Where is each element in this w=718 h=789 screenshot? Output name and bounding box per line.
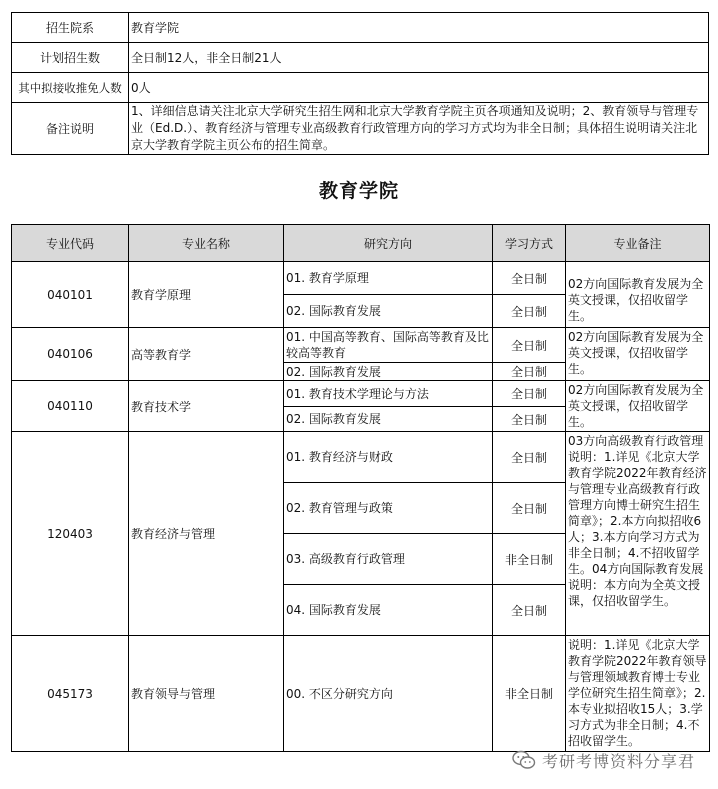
study-mode: 非全日制 (493, 534, 566, 585)
direction: 02. 教育管理与政策 (284, 483, 493, 534)
study-mode: 全日制 (493, 328, 566, 363)
direction: 03. 高级教育行政管理 (284, 534, 493, 585)
study-mode: 全日制 (493, 262, 566, 295)
info-row (12, 103, 709, 155)
major-code: 120403 (12, 432, 129, 636)
study-mode: 全日制 (493, 363, 566, 381)
info-value: 0人 (129, 73, 709, 103)
study-mode: 全日制 (493, 381, 566, 407)
study-mode: 非全日制 (493, 636, 566, 752)
major-code: 040101 (12, 262, 129, 328)
major-code: 045173 (12, 636, 129, 752)
major-note: 03方向高级教育行政管理说明：1.详见《北京大学教育学院2022年教育经济与管理专业高级教育行政管理方向博士研究生招生简章》；2.本方向拟招收6人；3.本方向学习方式为非全日制；4.不招收留学生。04方向国际教育发展说明：本方向为全英文授课，仅招收留学生。 (566, 432, 710, 636)
info-row (12, 73, 709, 103)
major-note: 02方向国际教育发展为全英文授课，仅招收留学生。 (566, 262, 710, 328)
direction: 01. 教育技术学理论与方法 (284, 381, 493, 407)
wechat-icon (512, 750, 536, 770)
info-table (11, 12, 709, 155)
info-label: 招生院系 (12, 13, 129, 43)
info-row (12, 13, 709, 43)
header-study-mode: 学习方式 (493, 225, 566, 262)
remark-text: 1、详细信息请关注北京大学研究生招生网和北京大学教育学院主页各项通知及说明；2、教育领导与管理专业（Ed.D.）、教育经济与管理专业高级教育行政管理方向的学习方式均为非全日制；具体招生说明请关注北京大学教育学院主页公布的招生简章。 (129, 103, 709, 155)
study-mode: 全日制 (493, 432, 566, 483)
header-major-note: 专业备注 (566, 225, 710, 262)
table-row (12, 381, 710, 407)
major-code: 040106 (12, 328, 129, 381)
study-mode: 全日制 (493, 295, 566, 328)
info-value: 教育学院 (129, 13, 709, 43)
major-note: 说明：1.详见《北京大学教育学院2022年教育领导与管理领域教育博士专业学位研究生招生简章》；2.本专业拟招收15人；3.学习方式为非全日制；4.不招收留学生。 (566, 636, 710, 752)
direction: 00. 不区分研究方向 (284, 636, 493, 752)
section-title: 教育学院 (318, 180, 399, 202)
info-label: 其中拟接收推免人数 (12, 73, 129, 103)
study-mode: 全日制 (493, 483, 566, 534)
table-row (12, 636, 710, 752)
direction: 02. 国际教育发展 (284, 295, 493, 328)
study-mode: 全日制 (493, 407, 566, 432)
major-name: 教育技术学 (129, 381, 284, 432)
watermark (512, 746, 695, 774)
info-value: 全日制12人，非全日制21人 (129, 43, 709, 73)
major-name: 教育学原理 (129, 262, 284, 328)
info-label: 备注说明 (12, 103, 129, 155)
major-name: 教育领导与管理 (129, 636, 284, 752)
table-row (12, 262, 710, 295)
direction: 02. 国际教育发展 (284, 407, 493, 432)
direction: 04. 国际教育发展 (284, 585, 493, 636)
major-table (11, 224, 710, 752)
major-note: 02方向国际教育发展为全英文授课，仅招收留学生。 (566, 328, 710, 381)
header-major-code: 专业代码 (12, 225, 129, 262)
table-header-row (12, 225, 710, 262)
table-row (12, 328, 710, 363)
major-note: 02方向国际教育发展为全英文授课，仅招收留学生。 (566, 381, 710, 432)
direction: 01. 教育学原理 (284, 262, 493, 295)
major-name: 教育经济与管理 (129, 432, 284, 636)
direction: 01. 教育经济与财政 (284, 432, 493, 483)
header-major-name: 专业名称 (129, 225, 284, 262)
direction: 02. 国际教育发展 (284, 363, 493, 381)
info-label: 计划招生数 (12, 43, 129, 73)
info-row (12, 43, 709, 73)
major-code: 040110 (12, 381, 129, 432)
study-mode: 全日制 (493, 585, 566, 636)
header-direction: 研究方向 (284, 225, 493, 262)
watermark-text: 考研考博资料分享君 (542, 751, 696, 771)
table-row (12, 432, 710, 483)
major-name: 高等教育学 (129, 328, 284, 381)
direction: 01. 中国高等教育、国际高等教育及比较高等教育 (284, 328, 493, 363)
